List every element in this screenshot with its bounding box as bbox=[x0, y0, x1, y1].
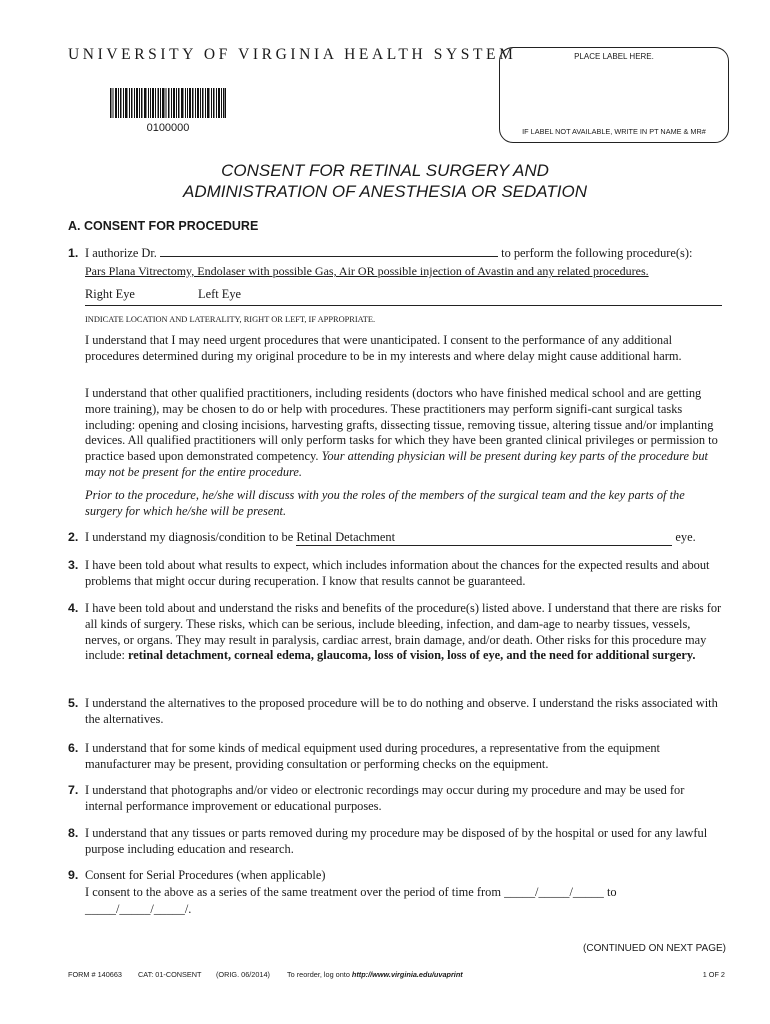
results-paragraph: I have been told about what results to expect, which includes information about the chances for the expected results and about problems that might occur during recuperation. I know that results cannot be guaranteed. bbox=[85, 558, 710, 588]
practitioners-text: I understand that other qualified practitioners, including residents (doctors who have finished medical school and are getting more training), may be chosen to do or help with procedures. These practitioners may perform signifi-cant surgical tasks including: opening and closing incisions, harvesting grafts, dissecting tissue, removing tissue, altering tissue and/or implanting devices. All qualified practitioners will only perform tasks for which they have been granted clinical privileges or permission to practice based upon demonstrated competency. bbox=[85, 386, 718, 464]
procedure-text: Pars Plana Vitrectomy, Endolaser with possible Gas, Air OR possible injection of Avastin and any related procedures. bbox=[85, 264, 649, 278]
reorder-link[interactable]: http://www.virginia.edu/uvaprint bbox=[351, 970, 463, 979]
practitioners-paragraph bbox=[85, 386, 725, 481]
physician-name-field[interactable] bbox=[160, 256, 498, 257]
continued-notice: (CONTINUED ON NEXT PAGE) bbox=[583, 943, 726, 954]
specific-risks: retinal detachment, corneal edema, glaucoma, loss of vision, loss of eye, and the need for additional surgery. bbox=[128, 648, 696, 663]
item-number: 4. bbox=[68, 601, 79, 615]
serial-procedures-title: Consent for Serial Procedures (when applicable) bbox=[85, 868, 326, 882]
reorder-label: To reorder, log onto bbox=[287, 970, 350, 979]
item-number: 9. bbox=[68, 868, 79, 882]
right-eye-option[interactable]: Right Eye bbox=[85, 287, 135, 301]
recordings-paragraph: I understand that photographs and/or video or electronic recordings may occur during my procedure and may be used for internal performance improvement or educational purposes. bbox=[85, 783, 685, 813]
reorder-info bbox=[287, 970, 463, 979]
item-number: 1. bbox=[68, 246, 79, 260]
surgical-team-paragraph bbox=[85, 488, 725, 520]
section-heading: A. CONSENT FOR PROCEDURE bbox=[68, 219, 259, 233]
item-number: 8. bbox=[68, 826, 79, 840]
page-number: 1 OF 2 bbox=[702, 970, 725, 979]
diagnosis-field[interactable] bbox=[296, 530, 672, 546]
alternatives-paragraph: I understand the alternatives to the proposed procedure will be to do nothing and observe. I understand the risks associated with the alternatives. bbox=[85, 696, 718, 726]
authorize-label: I authorize Dr. bbox=[85, 246, 157, 260]
authorize-line bbox=[85, 246, 692, 261]
barcode-number: 0100000 bbox=[146, 122, 190, 134]
item-number: 7. bbox=[68, 783, 79, 797]
patient-label-box bbox=[499, 47, 729, 143]
institution-header: UNIVERSITY OF VIRGINIA HEALTH SYSTEM bbox=[68, 46, 517, 63]
surgical-team-text: Prior to the procedure, he/she will discuss with you the roles of the members of the surgical team and the key parts of the surgery for which he/she will be present. bbox=[85, 488, 685, 518]
form-number: FORM # 140663 bbox=[68, 970, 122, 979]
serial-dates-line1[interactable]: I consent to the above as a series of the same treatment over the period of time from _____/_____/_____ to bbox=[85, 885, 617, 899]
diagnosis-line bbox=[85, 530, 696, 546]
item-number: 6. bbox=[68, 741, 79, 755]
left-eye-option[interactable]: Left Eye bbox=[198, 287, 242, 301]
risks-text: I have been told about and understand the risks and benefits of the procedure(s) listed above. I understand that there are risks for all kinds of surgery. These risks, which can be serious, include bleeding, infection, and dam-age to nearby tissues, vessels, nerves, or organs. They may result in paralysis, cardiac arrest, brain damage, and/or death. Other risks for this procedure may include: bbox=[85, 601, 722, 663]
form-title-line2: ADMINISTRATION OF ANESTHESIA OR SEDATION bbox=[183, 182, 587, 201]
diagnosis-value: Retinal Detachment bbox=[296, 530, 396, 544]
item-number: 2. bbox=[68, 530, 79, 544]
form-origin-date: (ORIG. 06/2014) bbox=[216, 970, 270, 979]
diagnosis-label: I understand my diagnosis/condition to be bbox=[85, 530, 294, 544]
urgent-procedures-paragraph: I understand that I may need urgent procedures that were unanticipated. I consent to the performance of any additional procedures determined during my original procedure to be in my interests and where delay might cause additional harm. bbox=[85, 333, 682, 363]
attending-text: Your attending physician will be present during key parts of the procedure but may not be present for the entire procedure. bbox=[85, 449, 708, 479]
item-number: 3. bbox=[68, 558, 79, 572]
serial-dates-line2[interactable]: _____/_____/_____/. bbox=[85, 902, 192, 916]
tissues-paragraph: I understand that any tissues or parts removed during my procedure may be disposed of by the hospital or used for any lawful purpose including education and research. bbox=[85, 826, 708, 856]
equipment-paragraph: I understand that for some kinds of medical equipment used during procedures, a representative from the equipment manufacturer may be present, providing consultation or performing checks on the equipment. bbox=[85, 741, 660, 771]
perform-label: to perform the following procedure(s): bbox=[501, 246, 693, 260]
eye-label: eye. bbox=[675, 530, 696, 544]
item-number: 5. bbox=[68, 696, 79, 710]
barcode bbox=[110, 88, 226, 118]
label-box-fallback: IF LABEL NOT AVAILABLE, WRITE IN PT NAME & MR# bbox=[522, 127, 706, 136]
form-title-line1: CONSENT FOR RETINAL SURGERY AND bbox=[221, 161, 549, 180]
form-category: CAT: 01-CONSENT bbox=[138, 970, 202, 979]
label-box-instruction: PLACE LABEL HERE. bbox=[574, 52, 654, 61]
risks-paragraph bbox=[85, 601, 725, 664]
laterality-instruction: INDICATE LOCATION AND LATERALITY, RIGHT OR LEFT, IF APPROPRIATE. bbox=[85, 315, 376, 324]
laterality-line[interactable] bbox=[85, 287, 722, 306]
